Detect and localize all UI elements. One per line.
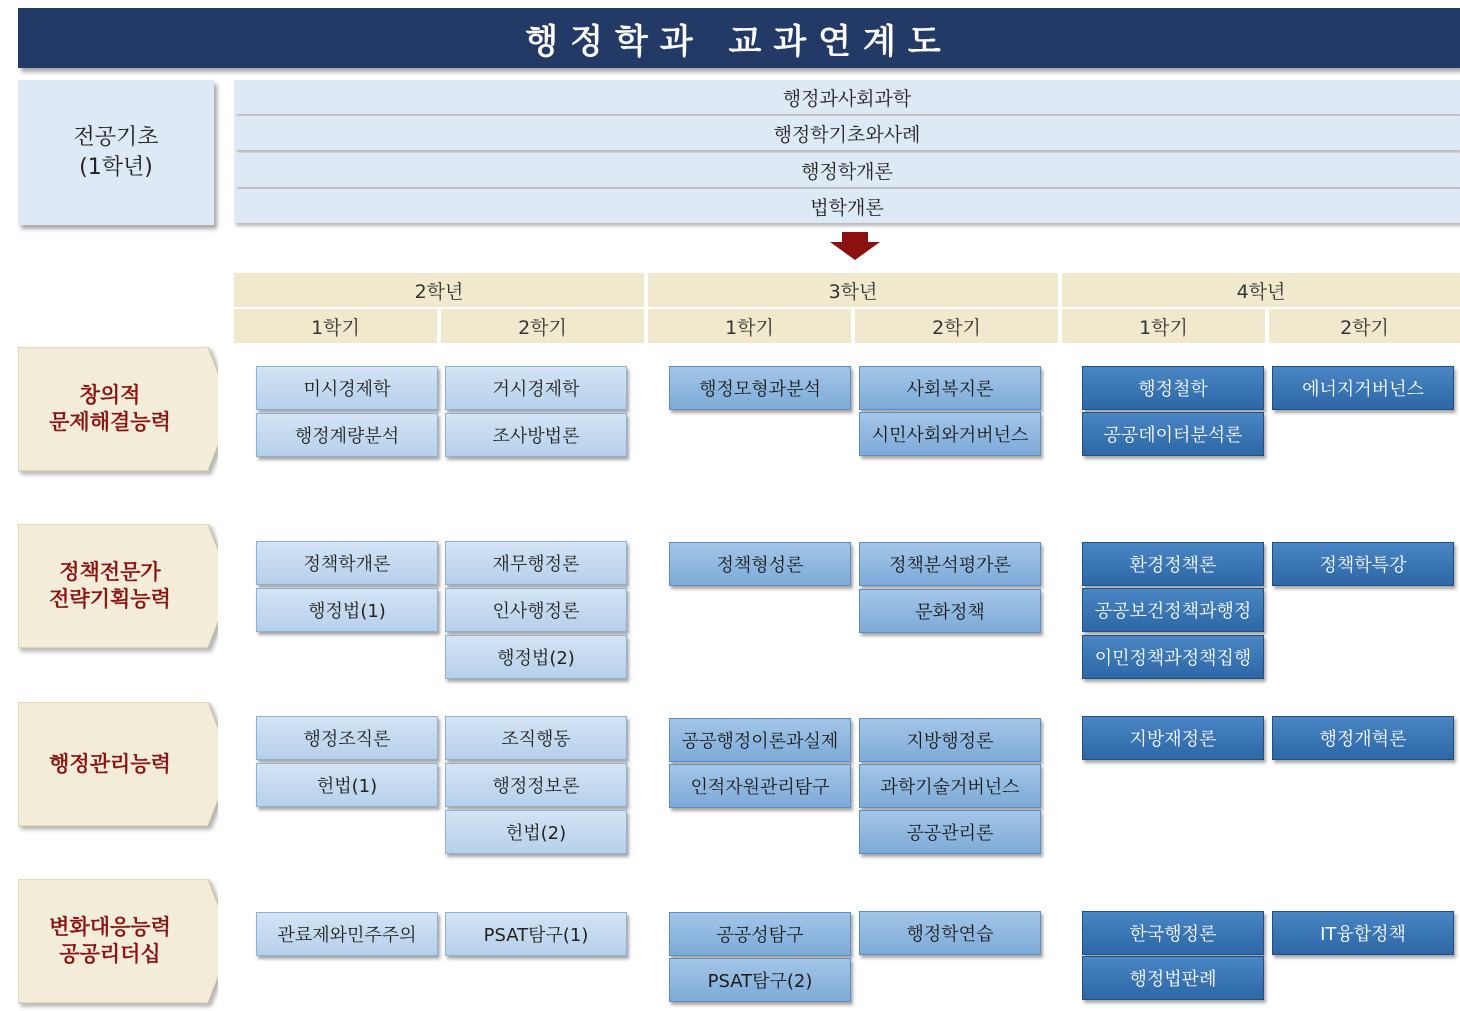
competency-label <box>18 524 214 652</box>
course-box: 헌법(1) <box>256 763 438 807</box>
course-box: 에너지거버넌스 <box>1272 366 1454 410</box>
course-box: 정책형성론 <box>669 542 851 586</box>
competency-label-text: 행정관리능력 <box>49 751 171 776</box>
course-box: 인적자원관리탐구 <box>669 764 851 808</box>
semester-header: 1학기 <box>234 309 437 343</box>
course-box: 행정계량분석 <box>256 413 438 457</box>
course-box: 행정법(2) <box>445 635 627 679</box>
foundation-course: 행정과사회과학 <box>234 80 1460 114</box>
course-box: PSAT탐구(2) <box>669 958 851 1002</box>
year-header-4: 4학년 <box>1062 273 1460 307</box>
competency-label <box>18 879 214 1007</box>
semester-header: 2학기 <box>855 309 1058 343</box>
course-box: 조직행동 <box>445 716 627 760</box>
course-box: 이민정책과정책집행 <box>1082 635 1264 679</box>
down-arrow-icon <box>830 232 880 260</box>
course-box: 행정학연습 <box>859 911 1041 955</box>
course-box: 행정개혁론 <box>1272 716 1454 760</box>
course-box: 행정법(1) <box>256 588 438 632</box>
foundation-label: 전공기초 (1학년) <box>18 80 214 225</box>
competency-label-text: 정책전문가 전략기획능력 <box>49 560 171 611</box>
course-box: 행정정보론 <box>445 763 627 807</box>
year-header-3: 3학년 <box>648 273 1058 307</box>
competency-label-text: 창의적 문제해결능력 <box>49 383 171 434</box>
semester-header: 1학기 <box>648 309 851 343</box>
course-box: 공공행정이론과실제 <box>669 718 851 762</box>
course-box: 관료제와민주주의 <box>256 912 438 956</box>
course-box: 행정모형과분석 <box>669 366 851 410</box>
course-box: 공공관리론 <box>859 810 1041 854</box>
course-box: 인사행정론 <box>445 588 627 632</box>
course-box: 시민사회와거버넌스 <box>859 412 1041 456</box>
course-box: 재무행정론 <box>445 541 627 585</box>
course-box: 지방행정론 <box>859 718 1041 762</box>
course-box: 공공보건정책과행정 <box>1082 588 1264 632</box>
foundation-course: 법학개론 <box>234 189 1460 223</box>
foundation-course: 행정학기초와사례 <box>234 116 1460 150</box>
competency-label <box>18 702 214 830</box>
course-box: 정책학특강 <box>1272 542 1454 586</box>
foundation-course: 행정학개론 <box>234 153 1460 187</box>
course-box: 정책분석평가론 <box>859 542 1041 586</box>
year-header-2: 2학년 <box>234 273 644 307</box>
page-title: 행정학과 교과연계도 <box>18 8 1460 68</box>
course-box: PSAT탐구(1) <box>445 912 627 956</box>
competency-label <box>18 347 214 475</box>
semester-header: 2학기 <box>1269 309 1460 343</box>
course-box: 정책학개론 <box>256 541 438 585</box>
course-box: 행정철학 <box>1082 366 1264 410</box>
course-box: 헌법(2) <box>445 810 627 854</box>
course-box: 과학기술거버넌스 <box>859 764 1041 808</box>
course-box: 미시경제학 <box>256 366 438 410</box>
competency-label-text: 변화대응능력 공공리더십 <box>49 915 171 966</box>
course-box: 행정조직론 <box>256 716 438 760</box>
course-box: 행정법판례 <box>1082 956 1264 1000</box>
course-box: 한국행정론 <box>1082 911 1264 955</box>
course-box: 지방재정론 <box>1082 716 1264 760</box>
course-box: 문화정책 <box>859 589 1041 633</box>
course-box: 조사방법론 <box>445 413 627 457</box>
semester-header: 2학기 <box>441 309 644 343</box>
course-box: 환경정책론 <box>1082 542 1264 586</box>
course-box: 공공데이터분석론 <box>1082 412 1264 456</box>
course-box: 거시경제학 <box>445 366 627 410</box>
semester-header: 1학기 <box>1062 309 1265 343</box>
course-box: 공공성탐구 <box>669 912 851 956</box>
course-box: 사회복지론 <box>859 366 1041 410</box>
course-box: IT융합정책 <box>1272 911 1454 955</box>
